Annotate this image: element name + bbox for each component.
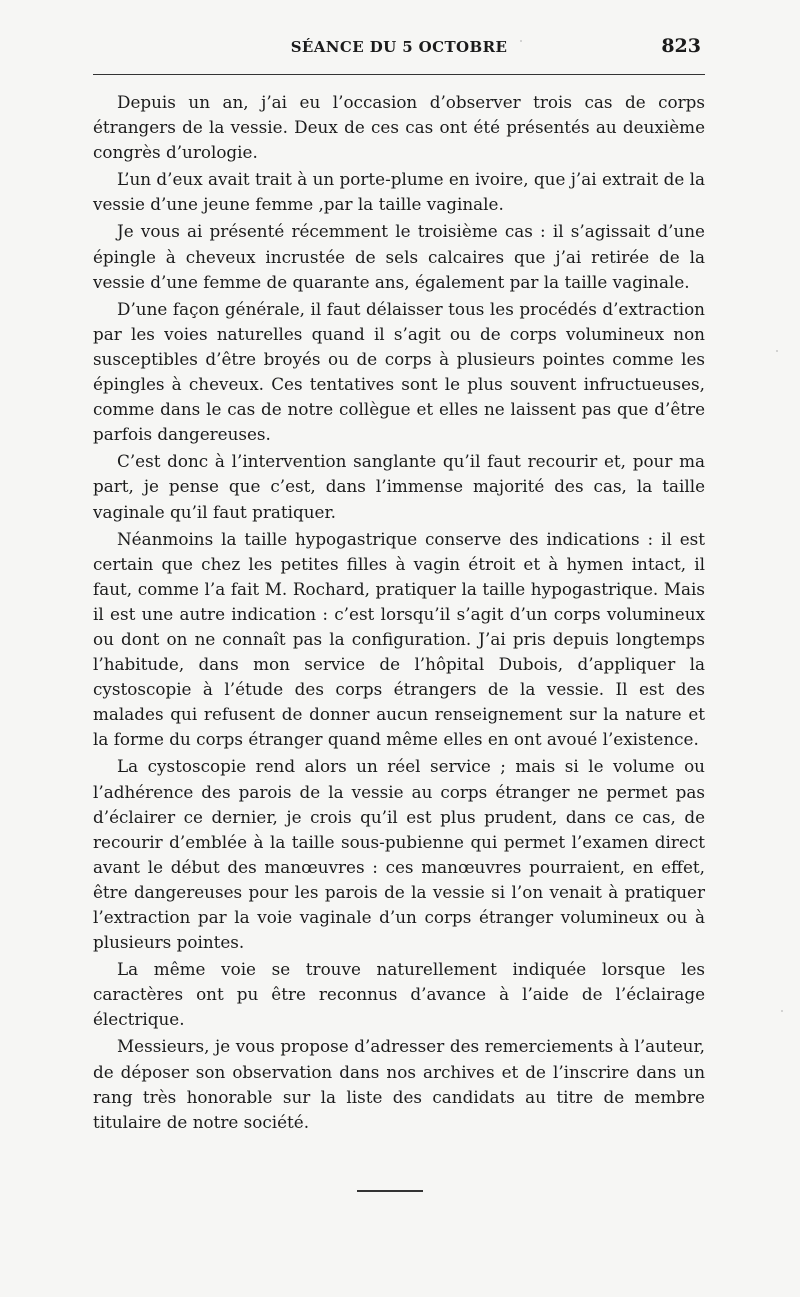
paragraph-8: La même voie se trouve naturellement indiquée lorsque les caractères ont pu être reconnus d’avance à l’aide de l’éclairage électrique. <box>93 959 705 1030</box>
body-text <box>93 90 705 1137</box>
paragraph-1: Depuis un an, j’ai eu l’occasion d’observer trois cas de corps étrangers de la vessie. Deux de ces cas ont été présentés au deuxième congrès d’urologie. <box>93 92 705 163</box>
header-rule <box>93 74 705 75</box>
page-number: 823 <box>661 35 701 57</box>
paragraph-3: Je vous ai présenté récemment le troisième cas : il s’agissait d’une épingle à cheveux incrustée de sels calcaires que j’ai retirée de la vessie d’une femme de quarante ans, également par la taille vaginale. <box>93 221 705 292</box>
paragraph-2: L’un d’eux avait trait à un porte-plume en ivoire, que j’ai extrait de la vessie d’une jeune femme ,par la taille vaginale. <box>93 169 705 215</box>
paper-speck <box>520 40 522 42</box>
end-rule <box>357 1190 423 1192</box>
running-title: SÉANCE DU 5 OCTOBRE <box>290 38 508 56</box>
paper-speck <box>776 350 778 352</box>
paragraph-7: La cystoscopie rend alors un réel service ; mais si le volume ou l’adhérence des parois de la vessie au corps étranger ne permet pas d’éclairer ce dernier, je crois qu’il est plus prudent, dans ce cas, de recourir d’emblée à la taille sous-pubienne qui permet l’examen direct avant le début des manœuvres : ces manœuvres pourraient, en effet, être dangereuses pour les parois de la vessie si l’on venait à pratiquer l’extraction par la voie vaginale d’un corps étranger volumineux ou à plusieurs pointes. <box>93 756 705 953</box>
paragraph-9: Messieurs, je vous propose d’adresser des remerciements à l’auteur, de déposer son observation dans nos archives et de l’inscrire dans un rang très honorable sur la liste des candidats au titre de membre titulaire de notre société. <box>93 1036 705 1132</box>
paragraph-6: Néanmoins la taille hypogastrique conserve des indications : il est certain que chez les petites filles à vagin étroit et à hymen intact, il faut, comme l’a fait M. Rochard, pratiquer la taille hypogastrique. Mais il est une autre indication : c’est lorsqu’il s’agit d’un corps volumineux ou dont on ne connaît pas la configuration. J’ai pris depuis longtemps l’habitude, dans mon service de l’hôpital Dubois, d’appliquer la cystoscopie à l’étude des corps étrangers de la vessie. Il est des malades qui refusent de donner aucun renseignement sur la nature et la forme du corps étranger quand même elles en ont avoué l’existence. <box>93 528 705 750</box>
running-head <box>93 35 705 62</box>
paragraph-4: D’une façon générale, il faut délaisser tous les procédés d’extraction par les voies naturelles quand il s’agit ou de corps volumineux non susceptibles d’être broyés ou de corps à plusieurs pointes comme les épingles à cheveux. Ces tentatives sont le plus souvent infructueuses, comme dans le cas de notre collègue et elles ne laissent pas que d’être parfois dangereuses. <box>93 298 705 445</box>
paragraph-5: C’est donc à l’intervention sanglante qu’il faut recourir et, pour ma part, je pense que c’est, dans l’immense majorité des cas, la taille vaginale qu’il faut pratiquer. <box>93 451 705 522</box>
paper-speck <box>781 1010 783 1012</box>
